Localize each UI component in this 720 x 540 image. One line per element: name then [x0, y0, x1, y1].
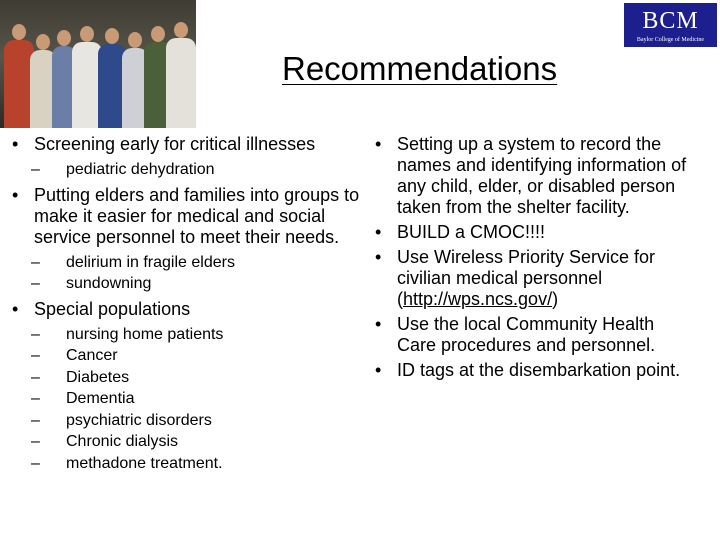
sub-bullet-text: nursing home patients — [66, 325, 224, 343]
sub-bullet-item — [12, 273, 372, 295]
dash-icon: – — [31, 347, 40, 364]
sub-bullet-item — [12, 324, 372, 346]
bullet-icon: • — [12, 298, 19, 319]
sub-bullet-text: pediatric dehydration — [66, 161, 215, 178]
sub-bullet-text: Cancer — [66, 347, 118, 364]
bullet-text: Putting elders and families into groups to make it easier for medical and social service personnel to meet their needs. — [34, 184, 360, 247]
bullet-text: Setting up a system to record the names and identifying information of any child, elder, or disabled person taken from the shelter facility. — [397, 134, 687, 217]
bullet-item — [12, 134, 372, 155]
dash-icon: – — [31, 253, 40, 271]
sub-bullet-text: delirium in fragile elders — [66, 253, 235, 271]
bullet-icon: • — [375, 222, 382, 242]
bullet-item — [375, 314, 695, 356]
bullet-icon: • — [375, 247, 382, 267]
bullet-text: Use the local Community Health Care procedures and personnel. — [397, 314, 656, 355]
sub-bullet-item — [12, 431, 372, 453]
left-column — [12, 134, 372, 474]
bullet-icon: • — [375, 314, 382, 334]
bullet-item — [375, 247, 695, 310]
bullet-icon: • — [12, 134, 19, 154]
dash-icon: – — [31, 325, 40, 343]
sub-bullet-text: Diabetes — [66, 368, 130, 386]
logo-mark: BCM — [642, 8, 699, 34]
sub-bullet-item — [12, 410, 372, 432]
bullet-item — [375, 360, 695, 381]
sub-bullet-item — [12, 367, 372, 389]
sub-bullet-item — [12, 453, 372, 475]
dash-icon: – — [31, 161, 40, 178]
bullet-item — [12, 299, 372, 320]
bullet-icon: • — [375, 134, 382, 154]
right-column — [375, 134, 695, 385]
dash-icon: – — [31, 368, 40, 386]
bullet-item — [375, 134, 695, 218]
bcm-logo — [624, 3, 717, 47]
sub-bullet-text: Dementia — [66, 390, 135, 407]
wps-link[interactable]: http://wps.ncs.gov/ — [403, 289, 553, 309]
logo-subtitle: Baylor College of Medicine — [636, 37, 705, 43]
dash-icon: – — [31, 433, 40, 450]
slide-title: Recommendations — [282, 50, 558, 87]
bullet-icon: • — [12, 184, 19, 205]
bullet-item — [375, 222, 695, 243]
sub-bullet-item — [12, 159, 372, 181]
dash-icon: – — [31, 454, 40, 472]
bullet-text: BUILD a CMOC!!!! — [397, 222, 546, 242]
bullet-text: Screening early for critical illnesses — [34, 134, 316, 154]
sub-bullet-text: methadone treatment. — [66, 454, 223, 472]
bullet-text: Special populations — [34, 298, 191, 319]
dash-icon: – — [31, 411, 40, 429]
sub-bullet-text: Chronic dialysis — [66, 433, 179, 450]
bullet-icon: • — [375, 360, 382, 380]
group-photo — [0, 0, 196, 128]
bullet-text: ID tags at the disembarkation point. — [397, 360, 681, 380]
sub-bullet-item — [12, 345, 372, 367]
bullet-text-post: ) — [552, 289, 559, 309]
sub-bullet-item — [12, 252, 372, 274]
dash-icon: – — [31, 275, 40, 292]
sub-bullet-text: sundowning — [66, 275, 152, 292]
bullet-item — [12, 185, 372, 248]
dash-icon: – — [31, 390, 40, 407]
sub-bullet-text: psychiatric disorders — [66, 411, 212, 429]
bullet-text-pre: Use Wireless Priority Service for civilian medical personnel ( — [397, 247, 656, 309]
sub-bullet-item — [12, 388, 372, 410]
